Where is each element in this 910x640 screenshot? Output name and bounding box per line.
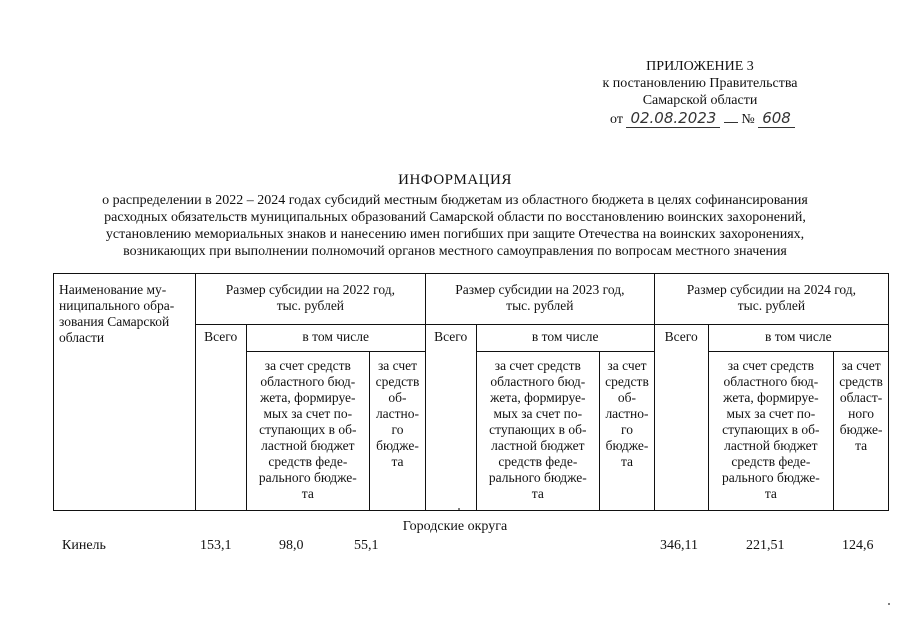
appendix-block bbox=[600, 58, 800, 109]
subtitle-line: расходных обязательств муниципальных образований Самарской области по восстановлению воинских захоронений, bbox=[104, 210, 806, 225]
header-regional-2024: за счет средств област- ного бюдже- та bbox=[834, 352, 889, 511]
subtitle-line: о распределении в 2022 – 2024 годах субсидий местным бюджетам из областного бюджета в целях софинансирования bbox=[102, 193, 808, 208]
scan-speck bbox=[888, 603, 890, 605]
header-federal-2024: за счет средств областного бюд- жета, формируе- мых за счет по- ступающих в об- ластной бюджет средств феде- рального бюдже- та bbox=[708, 352, 834, 511]
header-including-2024: в том числе bbox=[708, 325, 888, 352]
header-municipality: Наименование му- ниципального обра- зования Самарской области bbox=[54, 274, 196, 511]
appendix-line-region: Самарской области bbox=[642, 93, 758, 108]
appendix-line-resolution: к постановлению Правительства bbox=[602, 76, 798, 91]
row-name: Кинель bbox=[62, 538, 106, 553]
handwritten-date: 02.08.2023 bbox=[626, 109, 720, 128]
scan-speck bbox=[458, 508, 460, 510]
document-title: ИНФОРМАЦИЯ bbox=[398, 172, 512, 188]
row-2024-regional: 124,6 bbox=[842, 538, 874, 553]
subtitle-line: установлению мемориальных знаков и нанесению имен погибших при защите Отечества на воинских захоронениях, bbox=[105, 227, 805, 242]
header-including-2023: в том числе bbox=[476, 325, 654, 352]
header-year-2024: Размер субсидии на 2024 год, тыс. рублей bbox=[654, 274, 888, 325]
header-total-2023: Всего bbox=[425, 325, 476, 511]
row-2022-total: 153,1 bbox=[200, 538, 232, 553]
section-title: Городские округа bbox=[402, 519, 508, 534]
number-prefix: № bbox=[741, 112, 755, 127]
appendix-date-line bbox=[610, 109, 795, 128]
handwritten-number: 608 bbox=[758, 109, 795, 128]
document-subtitle bbox=[30, 192, 880, 260]
date-prefix: от bbox=[610, 112, 623, 127]
row-2022-regional: 55,1 bbox=[354, 538, 379, 553]
header-regional-2023: за счет средств об- ластно- го бюдже- та bbox=[600, 352, 655, 511]
subsidy-table-header bbox=[53, 273, 889, 511]
header-total-2024: Всего bbox=[654, 325, 708, 511]
row-2022-federal: 98,0 bbox=[279, 538, 304, 553]
header-including-2022: в том числе bbox=[246, 325, 425, 352]
row-2024-federal: 221,51 bbox=[746, 538, 785, 553]
header-year-2023: Размер субсидии на 2023 год, тыс. рублей bbox=[425, 274, 654, 325]
header-federal-2023: за счет средств областного бюд- жета, формируе- мых за счет по- ступающих в об- ластной бюджет средств феде- рального бюдже- та bbox=[476, 352, 600, 511]
row-2024-total: 346,11 bbox=[660, 538, 698, 553]
appendix-title: ПРИЛОЖЕНИЕ 3 bbox=[646, 59, 754, 74]
subtitle-line: возникающих при выполнении полномочий органов местного самоуправления по вопросам местного значения bbox=[123, 244, 787, 259]
header-federal-2022: за счет средств областного бюд- жета, формируе- мых за счет по- ступающих в об- ластной бюджет средств феде- рального бюдже- та bbox=[246, 352, 370, 511]
header-year-2022: Размер субсидии на 2022 год, тыс. рублей bbox=[195, 274, 425, 325]
table-row bbox=[0, 538, 910, 556]
header-regional-2022: за счет средств об- ластно- го бюдже- та bbox=[370, 352, 426, 511]
header-total-2022: Всего bbox=[195, 325, 246, 511]
